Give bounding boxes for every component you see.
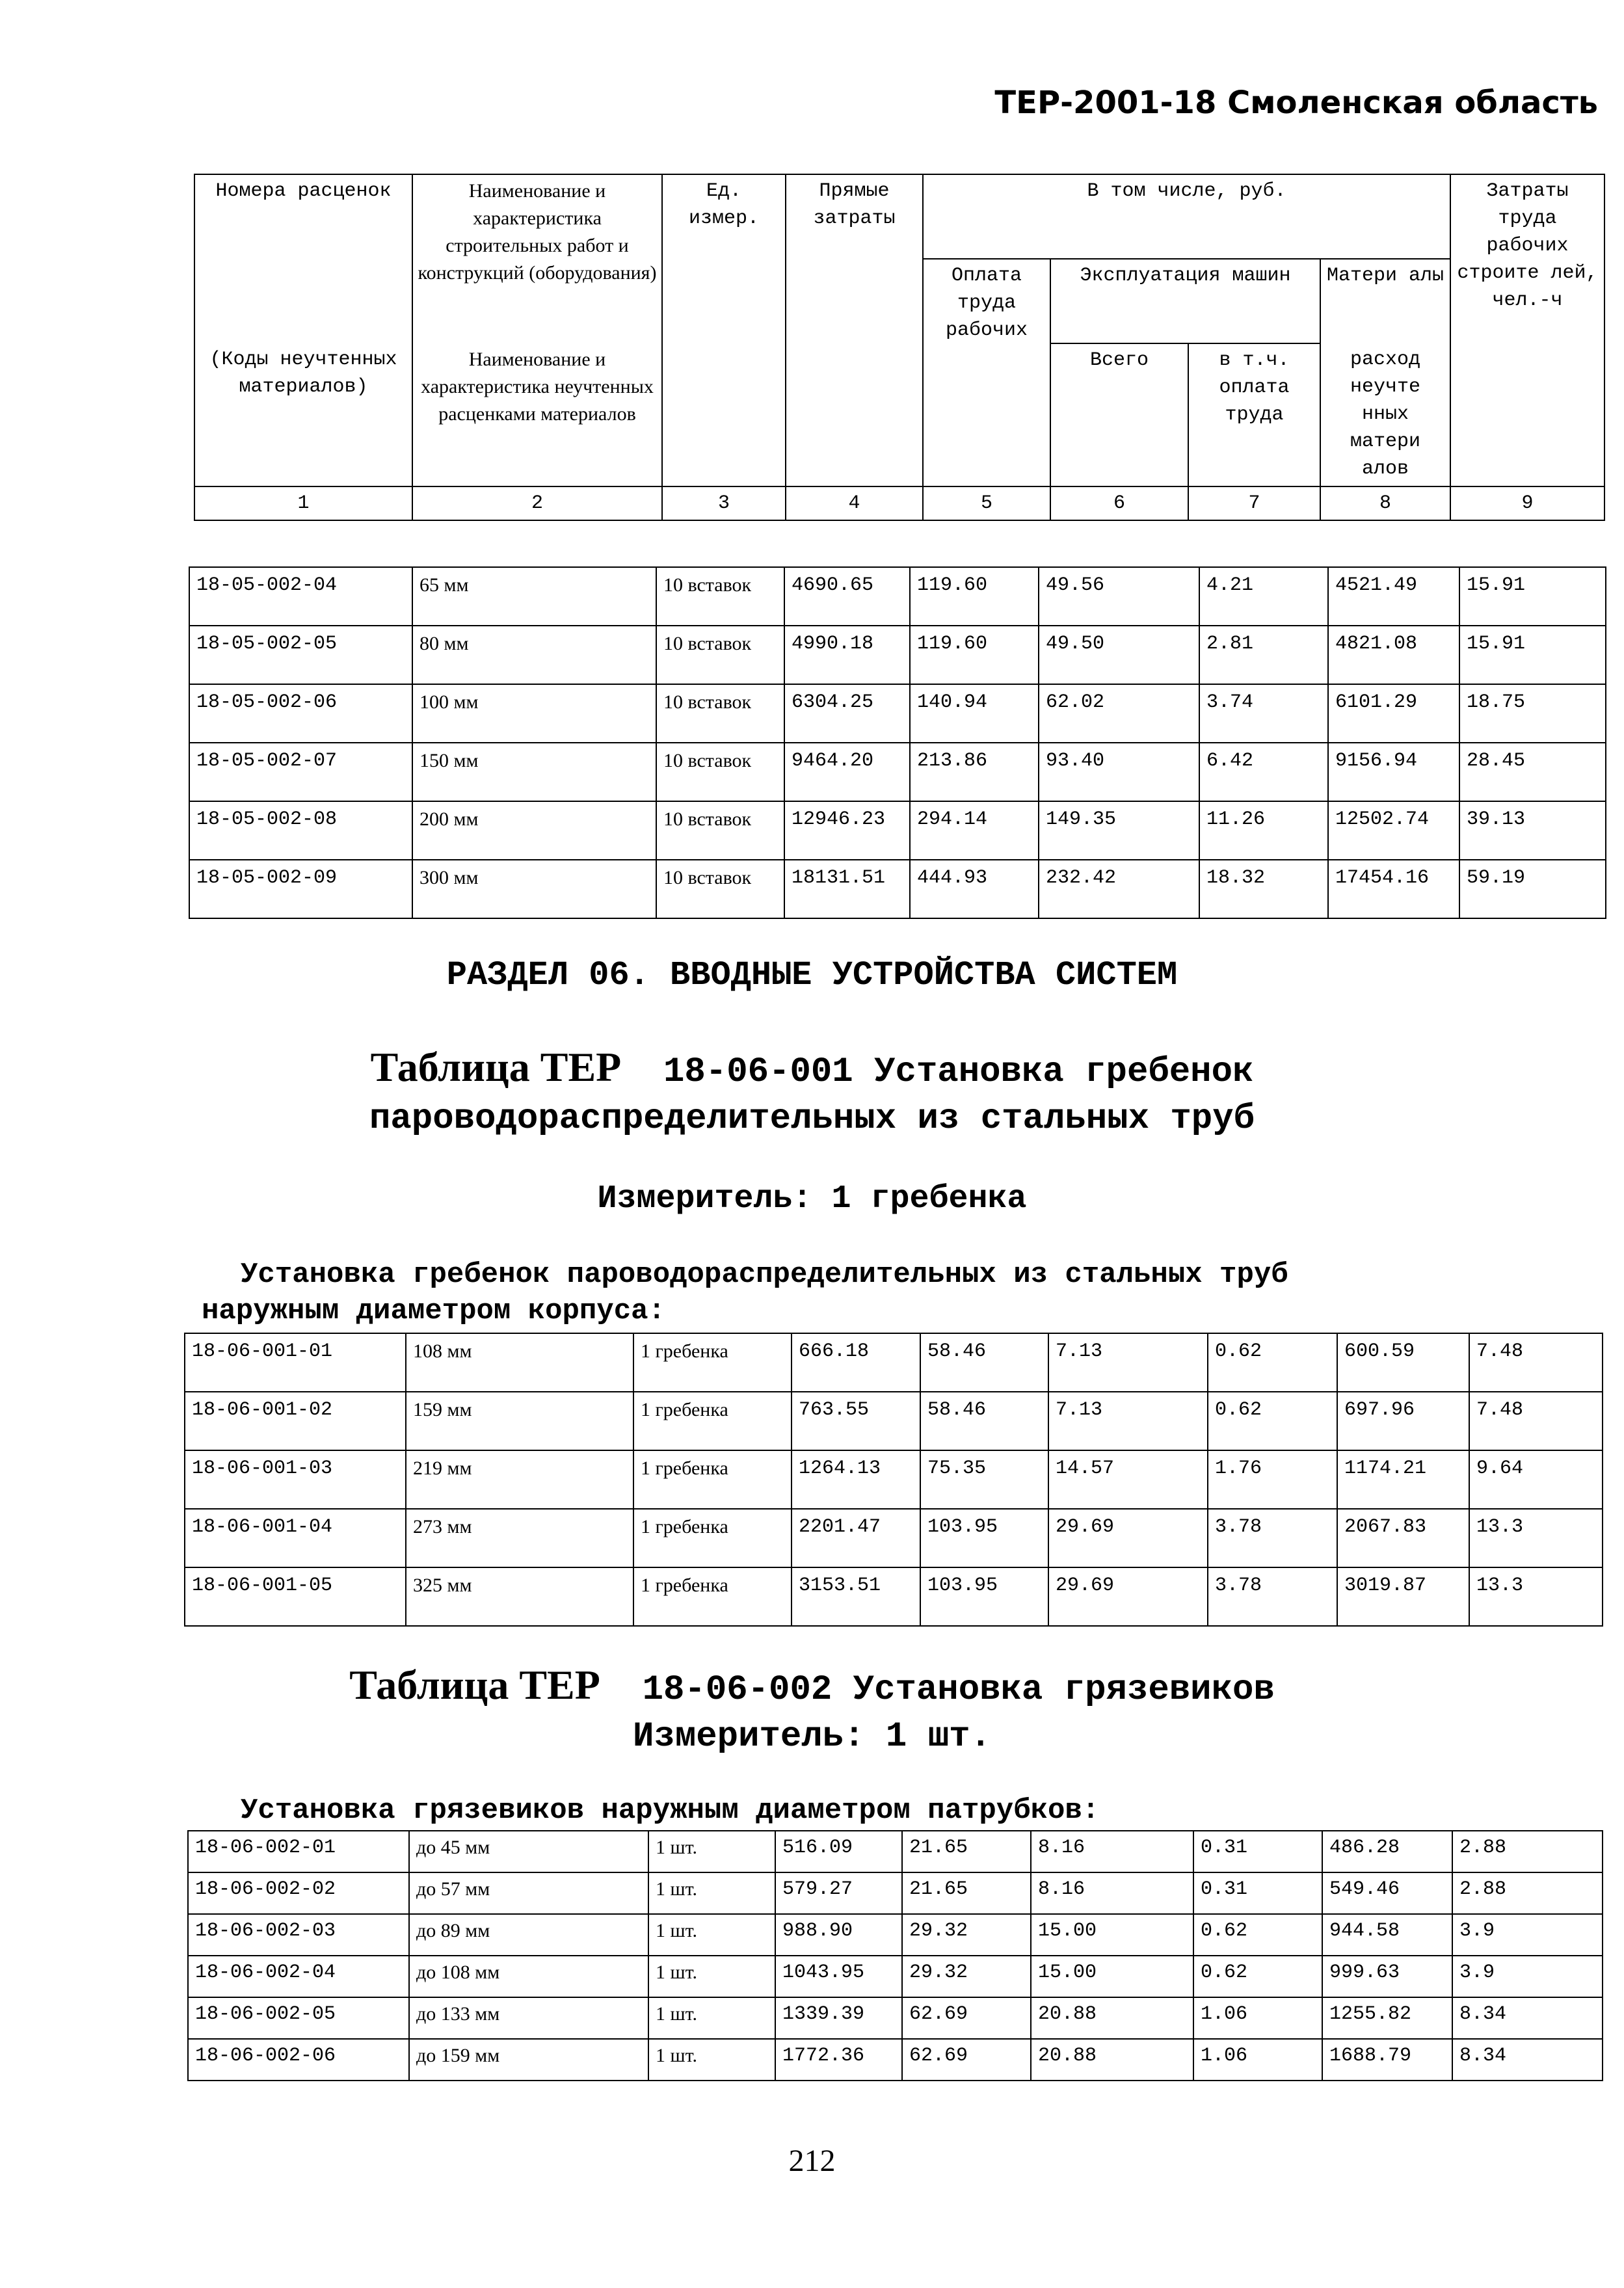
cell-machines-labor: 1.76 bbox=[1208, 1450, 1337, 1509]
cell-unit: 1 гребенка bbox=[633, 1567, 792, 1626]
cell-code: 18-05-002-09 bbox=[189, 860, 412, 918]
cell-name: 200 мм bbox=[412, 801, 656, 860]
table-row bbox=[188, 1831, 1603, 1872]
cell-labor-hours: 8.34 bbox=[1452, 2039, 1603, 2081]
cell-machines-total: 29.69 bbox=[1048, 1509, 1208, 1567]
table-row bbox=[188, 1914, 1603, 1956]
cell-code: 18-05-002-08 bbox=[189, 801, 412, 860]
cell-direct-cost: 1264.13 bbox=[792, 1450, 920, 1509]
cell-direct-cost: 6304.25 bbox=[784, 684, 910, 743]
table-06-001-title-line2: пароводораспределительных из стальных труб bbox=[369, 1099, 1255, 1139]
table-row bbox=[189, 567, 1606, 626]
rates-table-06-002 bbox=[187, 1830, 1603, 2081]
header-incl: В том числе, руб. bbox=[923, 174, 1450, 259]
table-06-001-meter: Измеритель: 1 гребенка bbox=[597, 1180, 1027, 1217]
cell-direct-cost: 666.18 bbox=[792, 1333, 920, 1392]
cell-machines-labor: 18.32 bbox=[1199, 860, 1328, 918]
cell-name: до 133 мм bbox=[409, 1997, 648, 2039]
cell-labor-pay: 58.46 bbox=[920, 1333, 1048, 1392]
cell-name: до 45 мм bbox=[409, 1831, 648, 1872]
table-row bbox=[185, 1450, 1603, 1509]
cell-name: 325 мм bbox=[406, 1567, 633, 1626]
cell-materials: 4521.49 bbox=[1328, 567, 1459, 626]
cell-code: 18-05-002-07 bbox=[189, 743, 412, 801]
header-c3: Ед. измер. bbox=[662, 174, 786, 486]
table-row bbox=[188, 2039, 1603, 2081]
cell-name: 80 мм bbox=[412, 626, 656, 684]
cell-unit: 10 вставок bbox=[656, 743, 784, 801]
table-row bbox=[189, 860, 1606, 918]
cell-labor-pay: 62.69 bbox=[902, 2039, 1031, 2081]
cell-direct-cost: 4690.65 bbox=[784, 567, 910, 626]
cell-labor-hours: 3.9 bbox=[1452, 1914, 1603, 1956]
header-number-7: 7 bbox=[1188, 486, 1320, 520]
cell-materials: 486.28 bbox=[1322, 1831, 1452, 1872]
header-c1-top: Номера расценок bbox=[194, 174, 412, 343]
cell-name: до 57 мм bbox=[409, 1872, 648, 1914]
cell-code: 18-05-002-04 bbox=[189, 567, 412, 626]
cell-labor-hours: 2.88 bbox=[1452, 1831, 1603, 1872]
cell-direct-cost: 763.55 bbox=[792, 1392, 920, 1450]
cell-direct-cost: 1043.95 bbox=[775, 1956, 902, 1997]
table-row bbox=[189, 684, 1606, 743]
header-c9: Затраты труда рабочих строите лей, чел.-ч bbox=[1450, 174, 1604, 486]
cell-name: до 159 мм bbox=[409, 2039, 648, 2081]
cell-labor-hours: 28.45 bbox=[1459, 743, 1606, 801]
cell-labor-pay: 21.65 bbox=[902, 1831, 1031, 1872]
cell-machines-labor: 1.06 bbox=[1193, 1997, 1322, 2039]
cell-unit: 10 вставок bbox=[656, 860, 784, 918]
cell-machines-labor: 1.06 bbox=[1193, 2039, 1322, 2081]
cell-machines-total: 8.16 bbox=[1031, 1872, 1193, 1914]
cell-labor-hours: 18.75 bbox=[1459, 684, 1606, 743]
cell-materials: 17454.16 bbox=[1328, 860, 1459, 918]
cell-machines-total: 29.69 bbox=[1048, 1567, 1208, 1626]
cell-direct-cost: 9464.20 bbox=[784, 743, 910, 801]
header-c8-bottom: расход неучте нных матери алов bbox=[1320, 343, 1450, 486]
cell-machines-labor: 0.31 bbox=[1193, 1831, 1322, 1872]
cell-unit: 1 шт. bbox=[648, 2039, 775, 2081]
cell-materials: 9156.94 bbox=[1328, 743, 1459, 801]
cell-labor-pay: 62.69 bbox=[902, 1997, 1031, 2039]
cell-machines-labor: 0.62 bbox=[1193, 1956, 1322, 1997]
table-06-002-meter: Измеритель: 1 шт. bbox=[633, 1717, 991, 1757]
cell-machines-total: 7.13 bbox=[1048, 1392, 1208, 1450]
cell-code: 18-06-001-01 bbox=[185, 1333, 406, 1392]
column-header-table bbox=[194, 174, 1605, 521]
cell-labor-pay: 29.32 bbox=[902, 1914, 1031, 1956]
cell-machines-labor: 0.62 bbox=[1193, 1914, 1322, 1956]
cell-labor-hours: 13.3 bbox=[1469, 1567, 1603, 1626]
cell-machines-labor: 3.78 bbox=[1208, 1509, 1337, 1567]
header-c2-bottom: Наименование и характеристика неучтенных расценками материалов bbox=[412, 343, 662, 486]
cell-direct-cost: 579.27 bbox=[775, 1872, 902, 1914]
cell-code: 18-06-001-03 bbox=[185, 1450, 406, 1509]
cell-unit: 10 вставок bbox=[656, 626, 784, 684]
rates-table-06-001 bbox=[184, 1333, 1603, 1627]
section-title: РАЗДЕЛ 06. ВВОДНЫЕ УСТРОЙСТВА СИСТЕМ bbox=[446, 956, 1178, 994]
cell-labor-hours: 15.91 bbox=[1459, 626, 1606, 684]
page-number: 212 bbox=[788, 2144, 836, 2178]
cell-machines-total: 7.13 bbox=[1048, 1333, 1208, 1392]
group-heading-line1: Установка грязевиков наружным диаметром патрубков: bbox=[241, 1794, 1100, 1827]
cell-code: 18-06-002-05 bbox=[188, 1997, 409, 2039]
cell-machines-labor: 11.26 bbox=[1199, 801, 1328, 860]
cell-unit: 1 шт. bbox=[648, 1872, 775, 1914]
cell-name: 150 мм bbox=[412, 743, 656, 801]
cell-materials: 600.59 bbox=[1337, 1333, 1469, 1392]
cell-machines-total: 20.88 bbox=[1031, 1997, 1193, 2039]
header-number-6: 6 bbox=[1050, 486, 1188, 520]
cell-machines-total: 93.40 bbox=[1039, 743, 1199, 801]
header-number-4: 4 bbox=[786, 486, 923, 520]
cell-machines-total: 232.42 bbox=[1039, 860, 1199, 918]
group-heading-line1: Установка гребенок пароводораспределительных из стальных труб bbox=[241, 1258, 1288, 1291]
cell-materials: 3019.87 bbox=[1337, 1567, 1469, 1626]
table-row bbox=[188, 1997, 1603, 2039]
cell-unit: 1 шт. bbox=[648, 1831, 775, 1872]
cell-machines-total: 8.16 bbox=[1031, 1831, 1193, 1872]
cell-code: 18-05-002-05 bbox=[189, 626, 412, 684]
cell-name: 100 мм bbox=[412, 684, 656, 743]
header-c2-top: Наименование и характеристика строительных работ и конструкций (оборудования) bbox=[412, 174, 662, 343]
cell-name: 108 мм bbox=[406, 1333, 633, 1392]
cell-machines-labor: 3.74 bbox=[1199, 684, 1328, 743]
cell-name: до 89 мм bbox=[409, 1914, 648, 1956]
cell-labor-hours: 15.91 bbox=[1459, 567, 1606, 626]
cell-code: 18-06-002-03 bbox=[188, 1914, 409, 1956]
cell-machines-labor: 3.78 bbox=[1208, 1567, 1337, 1626]
cell-unit: 1 шт. bbox=[648, 1914, 775, 1956]
cell-unit: 10 вставок bbox=[656, 567, 784, 626]
cell-name: 300 мм bbox=[412, 860, 656, 918]
cell-labor-hours: 7.48 bbox=[1469, 1333, 1603, 1392]
cell-materials: 4821.08 bbox=[1328, 626, 1459, 684]
cell-labor-pay: 29.32 bbox=[902, 1956, 1031, 1997]
cell-code: 18-05-002-06 bbox=[189, 684, 412, 743]
table-06-002-title-line1: 18-06-002 Установка грязевиков bbox=[642, 1670, 1275, 1710]
cell-code: 18-06-002-06 bbox=[188, 2039, 409, 2081]
table-row bbox=[189, 626, 1606, 684]
cell-materials: 1174.21 bbox=[1337, 1450, 1469, 1509]
cell-labor-pay: 21.65 bbox=[902, 1872, 1031, 1914]
cell-machines-total: 49.56 bbox=[1039, 567, 1199, 626]
table-06-002-label: Таблица ТЕР bbox=[349, 1662, 600, 1708]
table-row bbox=[185, 1509, 1603, 1567]
cell-machines-labor: 0.62 bbox=[1208, 1392, 1337, 1450]
cell-code: 18-06-002-01 bbox=[188, 1831, 409, 1872]
cell-materials: 6101.29 bbox=[1328, 684, 1459, 743]
rates-table-05-002 bbox=[189, 566, 1606, 919]
cell-machines-total: 49.50 bbox=[1039, 626, 1199, 684]
cell-labor-pay: 294.14 bbox=[910, 801, 1039, 860]
cell-labor-pay: 213.86 bbox=[910, 743, 1039, 801]
table-row bbox=[188, 1956, 1603, 1997]
table-06-001-title-line1: 18-06-001 Установка гребенок bbox=[663, 1052, 1254, 1092]
document-header-title: ТЕР-2001-18 Смоленская область bbox=[994, 85, 1598, 121]
header-number-5: 5 bbox=[923, 486, 1050, 520]
cell-materials: 1255.82 bbox=[1322, 1997, 1452, 2039]
cell-machines-labor: 0.62 bbox=[1208, 1333, 1337, 1392]
cell-unit: 1 гребенка bbox=[633, 1392, 792, 1450]
cell-materials: 549.46 bbox=[1322, 1872, 1452, 1914]
cell-name: 159 мм bbox=[406, 1392, 633, 1450]
table-06-001-title bbox=[0, 1044, 1624, 1143]
table-row bbox=[185, 1567, 1603, 1626]
cell-machines-labor: 0.31 bbox=[1193, 1872, 1322, 1914]
cell-machines-total: 62.02 bbox=[1039, 684, 1199, 743]
cell-labor-hours: 7.48 bbox=[1469, 1392, 1603, 1450]
cell-unit: 1 гребенка bbox=[633, 1333, 792, 1392]
cell-materials: 12502.74 bbox=[1328, 801, 1459, 860]
cell-direct-cost: 3153.51 bbox=[792, 1567, 920, 1626]
cell-materials: 944.58 bbox=[1322, 1914, 1452, 1956]
cell-labor-hours: 13.3 bbox=[1469, 1509, 1603, 1567]
cell-machines-total: 15.00 bbox=[1031, 1956, 1193, 1997]
cell-unit: 10 вставок bbox=[656, 684, 784, 743]
table-06-001-group-heading bbox=[202, 1257, 1541, 1329]
cell-labor-hours: 59.19 bbox=[1459, 860, 1606, 918]
cell-direct-cost: 4990.18 bbox=[784, 626, 910, 684]
cell-machines-total: 15.00 bbox=[1031, 1914, 1193, 1956]
cell-labor-pay: 75.35 bbox=[920, 1450, 1048, 1509]
cell-name: до 108 мм bbox=[409, 1956, 648, 1997]
table-row bbox=[189, 801, 1606, 860]
cell-code: 18-06-002-02 bbox=[188, 1872, 409, 1914]
cell-name: 219 мм bbox=[406, 1450, 633, 1509]
cell-unit: 1 гребенка bbox=[633, 1450, 792, 1509]
cell-machines-total: 149.35 bbox=[1039, 801, 1199, 860]
header-number-8: 8 bbox=[1320, 486, 1450, 520]
cell-code: 18-06-001-04 bbox=[185, 1509, 406, 1567]
cell-materials: 1688.79 bbox=[1322, 2039, 1452, 2081]
cell-name: 273 мм bbox=[406, 1509, 633, 1567]
header-c8-top: Матери алы bbox=[1320, 259, 1450, 343]
cell-name: 65 мм bbox=[412, 567, 656, 626]
cell-direct-cost: 1772.36 bbox=[775, 2039, 902, 2081]
cell-labor-pay: 103.95 bbox=[920, 1509, 1048, 1567]
header-number-3: 3 bbox=[662, 486, 786, 520]
cell-materials: 2067.83 bbox=[1337, 1509, 1469, 1567]
table-row bbox=[185, 1392, 1603, 1450]
cell-direct-cost: 12946.23 bbox=[784, 801, 910, 860]
header-c7: в т.ч. оплата труда bbox=[1188, 343, 1320, 486]
cell-labor-pay: 119.60 bbox=[910, 626, 1039, 684]
header-c6: Всего bbox=[1050, 343, 1188, 486]
header-number-1: 1 bbox=[194, 486, 412, 520]
group-heading-line2: наружным диаметром корпуса: bbox=[202, 1295, 665, 1327]
table-06-001-label: Таблица ТЕР bbox=[370, 1044, 622, 1090]
cell-labor-pay: 103.95 bbox=[920, 1567, 1048, 1626]
header-c4: Прямые затраты bbox=[786, 174, 923, 486]
header-c5: Оплата труда рабочих bbox=[923, 259, 1050, 486]
cell-direct-cost: 2201.47 bbox=[792, 1509, 920, 1567]
cell-labor-hours: 39.13 bbox=[1459, 801, 1606, 860]
cell-materials: 999.63 bbox=[1322, 1956, 1452, 1997]
cell-code: 18-06-002-04 bbox=[188, 1956, 409, 1997]
header-number-9: 9 bbox=[1450, 486, 1604, 520]
cell-labor-hours: 3.9 bbox=[1452, 1956, 1603, 1997]
cell-labor-pay: 119.60 bbox=[910, 567, 1039, 626]
table-06-002-group-heading bbox=[241, 1792, 1541, 1829]
cell-direct-cost: 18131.51 bbox=[784, 860, 910, 918]
cell-machines-labor: 2.81 bbox=[1199, 626, 1328, 684]
cell-labor-pay: 58.46 bbox=[920, 1392, 1048, 1450]
header-c1-bottom: (Коды неучтенных материалов) bbox=[194, 343, 412, 486]
table-row bbox=[189, 743, 1606, 801]
cell-labor-pay: 444.93 bbox=[910, 860, 1039, 918]
cell-machines-total: 14.57 bbox=[1048, 1450, 1208, 1509]
cell-code: 18-06-001-02 bbox=[185, 1392, 406, 1450]
cell-labor-pay: 140.94 bbox=[910, 684, 1039, 743]
cell-labor-hours: 8.34 bbox=[1452, 1997, 1603, 2039]
table-row bbox=[188, 1872, 1603, 1914]
table-row bbox=[185, 1333, 1603, 1392]
cell-labor-hours: 2.88 bbox=[1452, 1872, 1603, 1914]
header-number-2: 2 bbox=[412, 486, 662, 520]
cell-unit: 1 шт. bbox=[648, 1956, 775, 1997]
cell-machines-labor: 4.21 bbox=[1199, 567, 1328, 626]
cell-unit: 1 гребенка bbox=[633, 1509, 792, 1567]
cell-machines-labor: 6.42 bbox=[1199, 743, 1328, 801]
cell-materials: 697.96 bbox=[1337, 1392, 1469, 1450]
cell-code: 18-06-001-05 bbox=[185, 1567, 406, 1626]
cell-unit: 10 вставок bbox=[656, 801, 784, 860]
table-06-002-title bbox=[0, 1662, 1624, 1761]
cell-direct-cost: 988.90 bbox=[775, 1914, 902, 1956]
cell-unit: 1 шт. bbox=[648, 1997, 775, 2039]
header-expl: Эксплуатация машин bbox=[1050, 259, 1320, 343]
cell-direct-cost: 1339.39 bbox=[775, 1997, 902, 2039]
cell-machines-total: 20.88 bbox=[1031, 2039, 1193, 2081]
cell-labor-hours: 9.64 bbox=[1469, 1450, 1603, 1509]
cell-direct-cost: 516.09 bbox=[775, 1831, 902, 1872]
